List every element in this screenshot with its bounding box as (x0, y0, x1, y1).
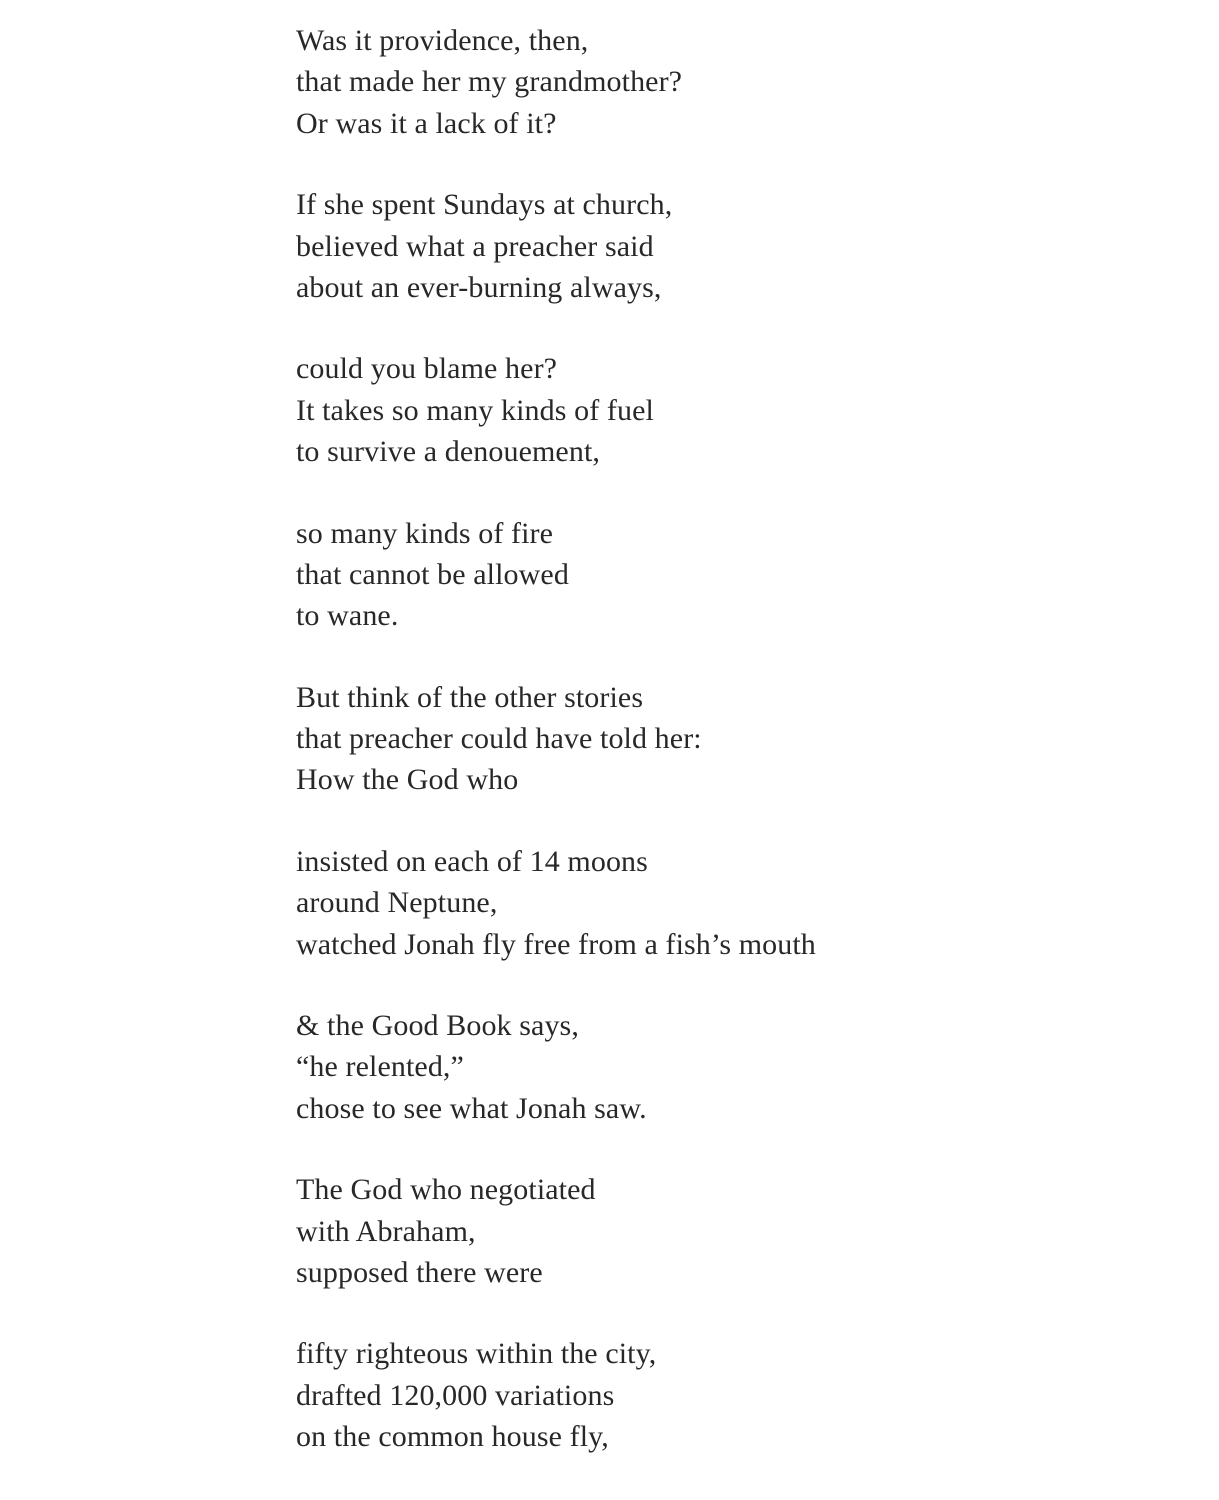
poem-line: watched Jonah fly free from a fish’s mouth (296, 927, 816, 961)
poem-line: could you blame her? (296, 352, 558, 386)
poem (296, 20, 816, 1458)
poem-line: believed what a preacher said (296, 229, 654, 263)
poem-line: Was it providence, then, (296, 24, 589, 57)
poem-line: to survive a denouement, (296, 435, 600, 469)
poem-line: supposed there were (296, 1255, 543, 1289)
poem-line: It takes so many kinds of fuel (296, 393, 654, 427)
poem-line: fifty righteous within the city, (296, 1337, 657, 1371)
poem-line: chose to see what Jonah saw. (296, 1091, 647, 1125)
poem-line: Or was it a lack of it? (296, 106, 557, 140)
poem-line: insisted on each of 14 moons (296, 844, 648, 878)
poem-stanza (296, 20, 816, 144)
poem-stanza (296, 841, 816, 965)
poem-stanza (296, 184, 816, 308)
poem-line: that made her my grandmother? (296, 65, 683, 99)
poem-line: drafted 120,000 variations (296, 1378, 615, 1412)
poem-line: “he relented,” (296, 1050, 464, 1084)
poem-stanza (296, 677, 816, 801)
poem-stanza (296, 348, 816, 472)
poem-stanza (296, 1333, 816, 1457)
poem-line: around Neptune, (296, 886, 498, 920)
poem-line: If she spent Sundays at church, (296, 188, 673, 222)
poem-line: The God who negotiated (296, 1173, 596, 1207)
poem-line: & the Good Book says, (296, 1009, 579, 1043)
poem-line: But think of the other stories (296, 680, 644, 714)
poem-stanza (296, 513, 816, 637)
poem-line: to wane. (296, 599, 399, 633)
poem-line: with Abraham, (296, 1214, 476, 1248)
poem-line: that cannot be allowed (296, 557, 569, 591)
poem-line: on the common house fly, (296, 1420, 609, 1454)
poem-line: that preacher could have told her: (296, 722, 702, 756)
poem-stanza (296, 1169, 816, 1293)
poem-line: How the God who (296, 763, 519, 797)
poem-line: about an ever-burning always, (296, 270, 662, 304)
poem-stanza (296, 1005, 816, 1129)
poem-line: so many kinds of fire (296, 516, 554, 550)
